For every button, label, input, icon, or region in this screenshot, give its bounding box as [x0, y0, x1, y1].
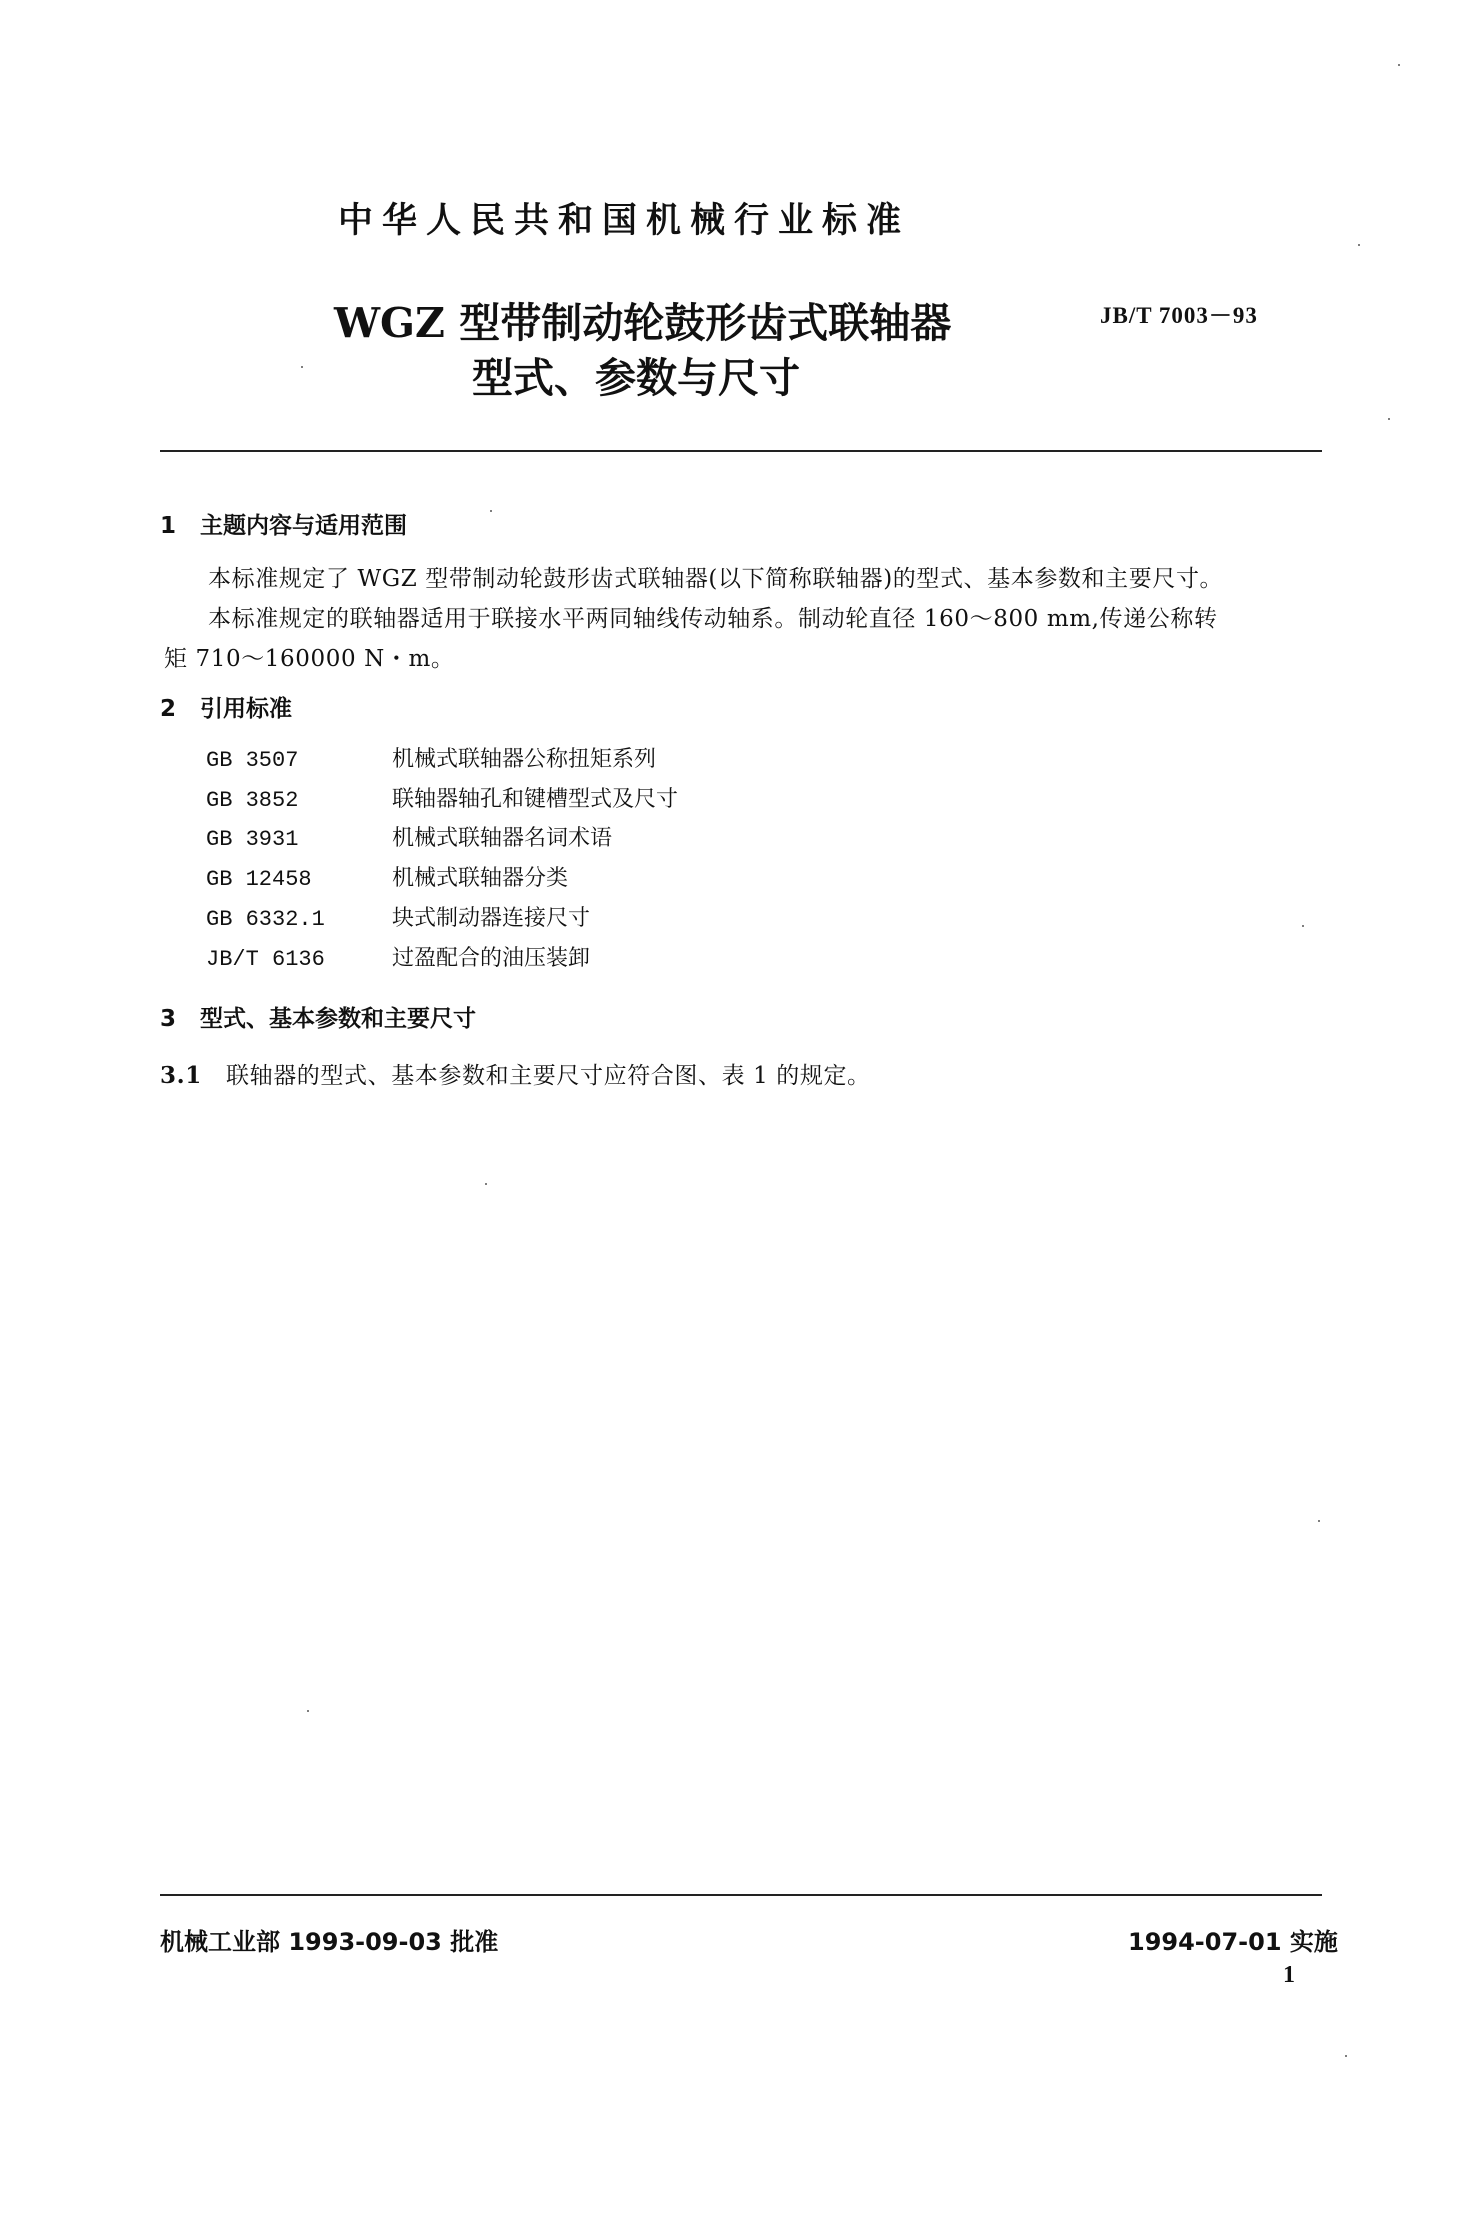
- reference-code: GB 6332.1: [206, 907, 325, 932]
- scan-speck: [1398, 64, 1400, 66]
- implementation-note: 1994-07-01 实施: [1128, 1928, 1338, 1956]
- footer-divider: [160, 1894, 1322, 1896]
- scan-speck: [1345, 2055, 1347, 2057]
- reference-row: [206, 901, 590, 932]
- reference-code: GB 3507: [206, 748, 299, 773]
- scan-speck: [1318, 1520, 1320, 1522]
- document-title-line1: WGZ 型带制动轮鼓形齿式联轴器: [334, 299, 952, 347]
- section-2-heading: [160, 690, 292, 723]
- section-3-1-paragraph: [160, 1057, 871, 1090]
- scan-speck: [485, 1183, 487, 1185]
- standard-code: JB/T 7003－93: [1100, 303, 1258, 328]
- section-number: 1: [160, 513, 177, 539]
- reference-row: [206, 941, 590, 972]
- reference-title: 机械式联轴器公称扭矩系列: [392, 747, 657, 772]
- scan-speck: [490, 510, 492, 512]
- section-3-heading: [160, 1000, 476, 1033]
- standard-body-title: 中华人民共和国机械行业标准: [338, 201, 911, 241]
- reference-row: [206, 861, 568, 892]
- scan-speck: [1302, 925, 1304, 927]
- reference-code: GB 3852: [206, 788, 299, 813]
- reference-row: [206, 782, 678, 813]
- reference-title: 机械式联轴器分类: [392, 866, 569, 891]
- scan-speck: [1388, 418, 1390, 420]
- reference-row: [206, 821, 612, 852]
- section-1-paragraph-1: 本标准规定了 WGZ 型带制动轮鼓形齿式联轴器(以下简称联轴器)的型式、基本参数和主要尺寸。: [208, 566, 1224, 592]
- section-number: 3: [160, 1006, 177, 1032]
- reference-title: 联轴器轴孔和键槽型式及尺寸: [392, 787, 679, 812]
- scan-speck: [307, 1710, 309, 1712]
- subsection-number: 3.1: [160, 1062, 202, 1089]
- reference-code: GB 3931: [206, 827, 299, 852]
- reference-title: 块式制动器连接尺寸: [392, 906, 591, 931]
- section-1-paragraph-2-continued: 矩 710～160000 N・m。: [164, 646, 455, 672]
- reference-code: JB/T 6136: [206, 947, 325, 972]
- scan-speck: [1358, 244, 1360, 246]
- section-title: 引用标准: [200, 696, 292, 722]
- reference-title: 过盈配合的油压装卸: [392, 946, 591, 971]
- section-title: 主题内容与适用范围: [200, 513, 407, 539]
- scan-speck: [301, 366, 303, 368]
- section-number: 2: [160, 696, 177, 722]
- section-title: 型式、基本参数和主要尺寸: [200, 1006, 476, 1032]
- page-number: 1: [1283, 1962, 1295, 1988]
- section-1-heading: [160, 507, 407, 540]
- document-title-line2: 型式、参数与尺寸: [472, 354, 800, 402]
- reference-row: [206, 742, 656, 773]
- header-divider: [160, 450, 1322, 452]
- reference-title: 机械式联轴器名词术语: [392, 826, 613, 851]
- section-1-paragraph-2: 本标准规定的联轴器适用于联接水平两同轴线传动轴系。制动轮直径 160～800 mm,传递公称转: [208, 606, 1218, 632]
- subsection-text: 联轴器的型式、基本参数和主要尺寸应符合图、表 1 的规定。: [226, 1063, 871, 1089]
- reference-code: GB 12458: [206, 867, 312, 892]
- approval-note: 机械工业部 1993-09-03 批准: [160, 1928, 499, 1956]
